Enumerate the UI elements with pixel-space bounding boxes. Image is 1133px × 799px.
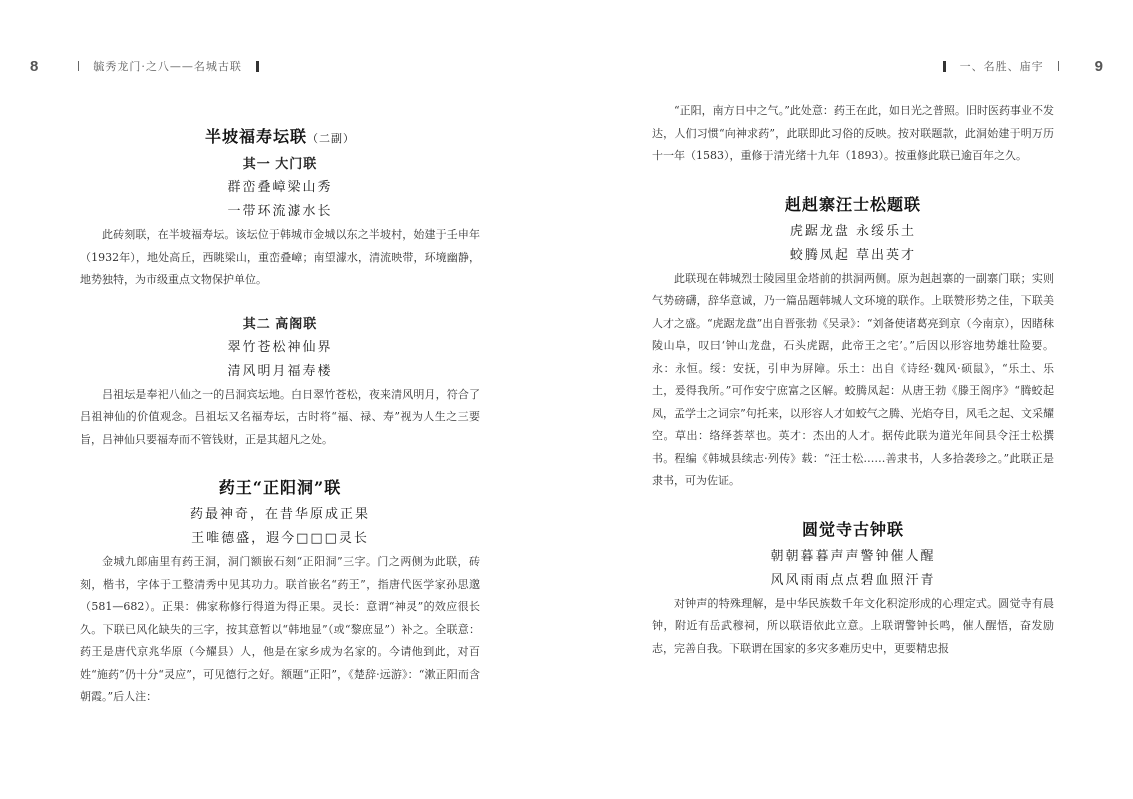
section-title-text: 半坡福寿坛联: [204, 127, 307, 146]
couplet-line: 风风雨雨点点碧血照汗青: [770, 572, 936, 588]
left-page-content: [80, 100, 480, 709]
body-paragraph-continued: “正阳，南方日中之气。”此处意：药王在此，如日光之普照。旧时医药事业不发达，人们习惯“向神求药”，此联即此习俗的反映。按对联题款，此洞始建于明万历十一年（1583），重修于清光绪十九年（1893）。按重修此联已逾百年之久。: [652, 104, 1054, 162]
couplet-line: 朝朝暮暮声声警钟催人醒: [770, 548, 936, 564]
header-divider: [1058, 61, 1059, 71]
running-head: 一、名胜、庙宇: [959, 60, 1044, 73]
section-title: 圆觉寺古钟联: [801, 519, 904, 539]
page-number: 8: [30, 57, 39, 75]
couplet-line: 翠竹苍松神仙界: [227, 339, 333, 355]
header-divider: [78, 61, 79, 71]
couplet-line: 虎踞龙盘 永绥乐土: [789, 223, 917, 239]
left-page-header: [30, 56, 273, 76]
body-paragraph: 金城九郎庙里有药王洞，洞门额嵌石刻“正阳洞”三字。门之两侧为此联，砖刻，楷书，字体于工整清秀中见其功力。联首嵌名“药王”，指唐代医学家孙思邈（581—682）。正果：佛家称修行得道为得正果。灵长：意谓“神灵”的效应很长久。下联已风化缺失的三字，按其意暂以“韩地显”（或“黎庶显”）补之。全联意：药王是唐代京兆华原（今耀县）人，他是在家乡成为名家的。今请他到此，对百姓“施药”仍十分“灵应”，可见德行之好。额题“正阳”，《楚辞·远游》：“漱正阳而含朝霞。”后人注：: [80, 555, 480, 703]
couplet-line: 王唯德盛，遐今□□□灵长: [191, 531, 369, 546]
subsection-heading: 其二 高阁联: [242, 315, 318, 331]
couplet-line: 蛟腾凤起 草出英才: [789, 247, 917, 263]
section-title: 赳赳寨汪士松题联: [784, 194, 921, 214]
subsection-heading: 其一 大门联: [242, 156, 318, 171]
couplet-line: 药最神奇，在昔华原成正果: [189, 507, 370, 522]
body-paragraph: 吕祖坛是奉祀八仙之一的吕洞宾坛地。白日翠竹苍松，夜来清风明月，符合了吕祖神仙的价值观念。吕祖坛又名福寿坛，古时将“福、禄、寿”视为人生之三要旨，吕神仙只要福寿而不管钱财，正是其超凡之处。: [80, 387, 480, 446]
section-title-sub: （二副）: [307, 132, 355, 145]
running-head: 毓秀龙门·之八——名城古联: [93, 60, 242, 73]
right-page: [566, 0, 1133, 799]
right-page-header: [929, 56, 1103, 76]
body-paragraph: 对钟声的特殊理解，是中华民族数千年文化积淀形成的心理定式。圆觉寺有晨钟，附近有岳武穆祠，所以联语依此立意。上联谓警钟长鸣，催人醒悟，奋发励志，完善自我。下联谓在国家的多灾多难历史中，更要精忠报: [652, 596, 1054, 655]
header-marker: [943, 61, 946, 72]
section-title: [80, 122, 480, 152]
right-page-content: [652, 100, 1054, 660]
body-paragraph: 此砖刻联，在半坡福寿坛。该坛位于韩城市金城以东之半坡村，始建于壬申年（1932年），地处高丘，西眺梁山，重峦叠嶂；南望澽水，清流映带，环境幽静，地势独特，为市级重点文物保护单位。: [80, 228, 480, 286]
section-title: 药王“正阳洞”联: [218, 478, 342, 497]
left-page: [0, 0, 566, 799]
header-marker: [256, 61, 259, 72]
couplet-line: 群峦叠嶂梁山秀: [227, 180, 333, 195]
body-paragraph: 此联现在韩城烈士陵园里金塔前的拱洞两侧。原为赳赳寨的一副寨门联；实则气势磅礴，辞华意诚，乃一篇品题韩城人文环境的联作。上联赞形势之佳，下联美人才之盛。“虎踞龙盘”出自晋张勃《吴录》：“刘备使诸葛亮到京（今南京），因睹秣陵山阜，叹曰‘钟山龙盘，石头虎踞，此帝王之宅’。”后因以形容地势雄壮险要。永：永恒。绥：安抚，引申为屏障。乐土：出自《诗经·魏风·硕鼠》，“乐土、乐土，爰得我所。”可作安宁庶富之区解。蛟腾凤起：从唐王勃《滕王阁序》“腾蛟起凤，孟学士之词宗”句托来，以形容人才如蛟气之腾、光焰夺目，风毛之起、文采耀空。草出：络绎荟萃也。英才：杰出的人才。据传此联为道光年间县令汪士松撰书。程编《韩城县续志·列传》载：“汪士松……善隶书，人多拾袭珍之。”此联正是隶书，可为佐证。: [652, 271, 1054, 487]
page-number: 9: [1094, 57, 1103, 75]
couplet-line: 清风明月福寿楼: [227, 363, 333, 379]
couplet-line: 一带环流澽水长: [227, 204, 333, 219]
